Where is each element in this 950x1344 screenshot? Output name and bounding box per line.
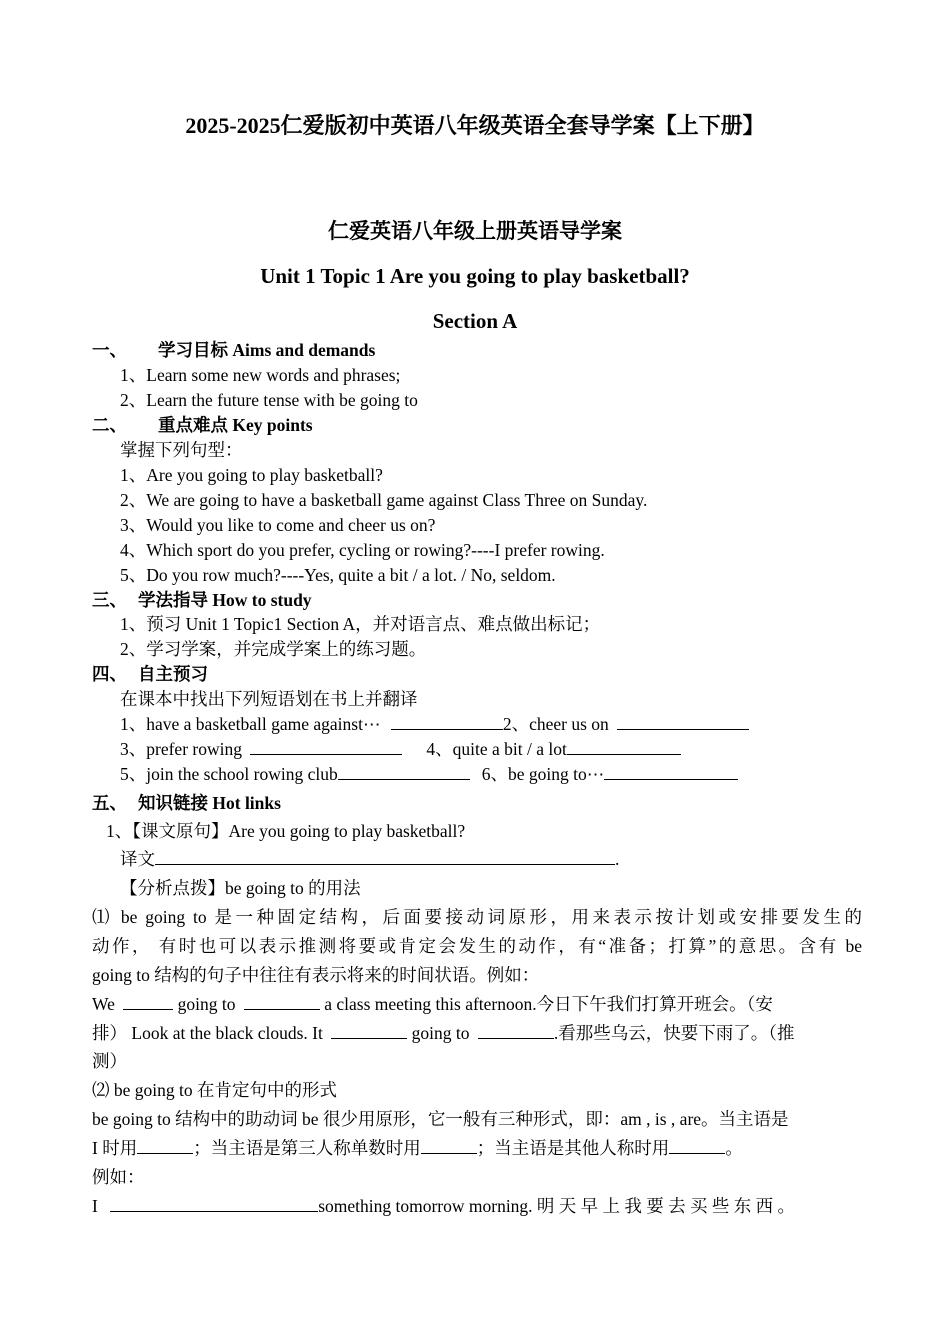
translation-line xyxy=(120,848,619,870)
answer-blank[interactable] xyxy=(123,993,173,1010)
section-title: Section A xyxy=(432,309,518,333)
section3-number: 三、 xyxy=(92,590,127,610)
usage-paragraph-line: ⑴ be going to 是一种固定结构，后面要接动词原形，用来表示按计划或安排要发生的 xyxy=(92,907,862,927)
translation-blank[interactable] xyxy=(155,848,615,865)
example-label: 例如： xyxy=(92,1167,145,1187)
answer-blank[interactable] xyxy=(478,1022,554,1039)
phrase-4: 4、quite a bit / a lot xyxy=(426,739,567,759)
usage-paragraph-line: 动作， 有时也可以表示推测将要或肯定会发生的动作，有“准备；打算”的意思。含有 be xyxy=(92,936,862,956)
form-text: I 时用 xyxy=(92,1138,138,1158)
example-text: I xyxy=(92,1196,98,1216)
answer-blank[interactable] xyxy=(137,1137,193,1154)
key-points-intro: 掌握下列句型： xyxy=(120,440,243,460)
key-point-item: 5、Do you row much?----Yes, quite a bit / a lot. / No, seldom. xyxy=(120,565,556,585)
unit-title: Unit 1 Topic 1 Are you going to play basketball? xyxy=(260,264,690,288)
section5-heading: 知识链接 Hot links xyxy=(138,793,281,813)
answer-blank[interactable] xyxy=(338,763,470,780)
aim-item: 1、Learn some new words and phrases; xyxy=(120,365,401,385)
answer-blank[interactable] xyxy=(567,738,681,755)
phrase-1: 1、have a basketball game against⋯ xyxy=(120,714,381,734)
phrase-row-1 xyxy=(120,713,749,735)
phrase-5: 5、join the school rowing club xyxy=(120,764,338,784)
last-example-line xyxy=(92,1195,795,1217)
key-point-item: 3、Would you like to come and cheer us on? xyxy=(120,515,436,535)
translation-end: . xyxy=(615,849,620,869)
example-text: We xyxy=(92,994,115,1014)
example-text: something tomorrow morning. 明 天 早 上 我 要 去 买 些 东 西 。 xyxy=(318,1196,796,1216)
phrase-6: 6、be going to⋯ xyxy=(481,764,605,784)
answer-blank[interactable] xyxy=(604,763,738,780)
textbook-sentence: 1、【课文原句】Are you going to play basketball? xyxy=(106,821,466,841)
key-point-item: 2、We are going to have a basketball game against Class Three on Sunday. xyxy=(120,490,648,510)
example-text: going to xyxy=(411,1023,470,1043)
example-line-1 xyxy=(92,993,862,1015)
document-title: 2025-2025仁爱版初中英语八年级英语全套导学案【上下册】 xyxy=(185,113,765,138)
study-item: 2、学习学案，并完成学案上的练习题。 xyxy=(120,639,427,659)
subtitle: 仁爱英语八年级上册英语导学案 xyxy=(328,219,622,243)
form-text: ；当主语是第三人称单数时用 xyxy=(193,1138,421,1158)
form-paragraph-line xyxy=(92,1137,743,1159)
example-text: going to xyxy=(177,994,236,1014)
answer-blank[interactable] xyxy=(110,1195,318,1212)
analysis-heading: 【分析点拨】be going to 的用法 xyxy=(120,878,361,898)
section2-heading: 重点难点 Key points xyxy=(158,415,313,435)
answer-blank[interactable] xyxy=(244,993,320,1010)
phrase-row-2 xyxy=(120,738,681,760)
example-text: a class meeting this afternoon.今日下午我们打算开班会。（安 xyxy=(324,994,773,1014)
study-item: 1、预习 Unit 1 Topic1 Section A，并对语言点、难点做出标记； xyxy=(120,614,601,634)
section3-heading: 学法指导 How to study xyxy=(138,590,312,610)
form-paragraph-line: be going to 结构中的助动词 be 很少用原形，它一般有三种形式，即：am , is , are。当主语是 xyxy=(92,1109,789,1129)
section2-number: 二、 xyxy=(92,415,127,435)
answer-blank[interactable] xyxy=(391,713,503,730)
section1-number: 一、 xyxy=(92,340,127,360)
usage-paragraph-line: going to 结构的句子中往往有表示将来的时间状语。例如： xyxy=(92,965,540,985)
answer-blank[interactable] xyxy=(669,1137,725,1154)
aim-item: 2、Learn the future tense with be going to xyxy=(120,390,418,410)
phrase-row-3 xyxy=(120,763,738,785)
example-line-2 xyxy=(92,1022,862,1044)
section4-number: 四、 xyxy=(92,664,127,684)
form-heading: ⑵ be going to 在肯定句中的形式 xyxy=(92,1080,337,1100)
answer-blank[interactable] xyxy=(421,1137,477,1154)
form-text: 。 xyxy=(725,1138,743,1158)
example-text: .看那些乌云，快要下雨了。（推 xyxy=(553,1023,795,1043)
phrase-3: 3、prefer rowing xyxy=(120,739,242,759)
translation-label: 译文 xyxy=(120,849,155,869)
answer-blank[interactable] xyxy=(250,738,402,755)
answer-blank[interactable] xyxy=(617,713,749,730)
key-point-item: 1、Are you going to play basketball? xyxy=(120,465,383,485)
section1-heading: 学习目标 Aims and demands xyxy=(158,340,376,360)
preview-intro: 在课本中找出下列短语划在书上并翻译 xyxy=(120,689,418,709)
example-line-3: 测） xyxy=(92,1051,127,1071)
answer-blank[interactable] xyxy=(331,1022,407,1039)
section5-number: 五、 xyxy=(92,793,127,813)
form-text: ；当主语是其他人称时用 xyxy=(476,1138,670,1158)
example-text: 排） Look at the black clouds. It xyxy=(92,1023,323,1043)
phrase-2: 2、cheer us on xyxy=(502,714,609,734)
key-point-item: 4、Which sport do you prefer, cycling or rowing?----I prefer rowing. xyxy=(120,540,605,560)
section4-heading: 自主预习 xyxy=(138,664,208,684)
